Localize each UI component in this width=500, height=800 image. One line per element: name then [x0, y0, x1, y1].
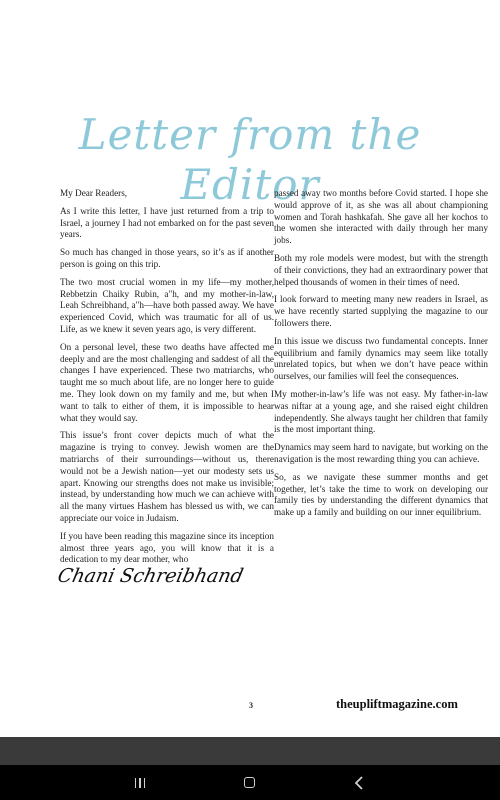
editor-signature: Chani Schreibhand: [55, 565, 246, 587]
back-icon: [353, 776, 365, 790]
paragraph: My Dear Readers,: [60, 188, 128, 198]
system-nav-bar: [0, 765, 500, 800]
recent-apps-icon: [135, 778, 146, 788]
back-button[interactable]: [329, 765, 389, 800]
paragraph: Both my role models were modest, but with the strength of their convictions, they had an extraordinary power that helped thousands of women in their times of need.: [274, 252, 488, 287]
paragraph: As I write this letter, I have just returned from a trip to Israel, a journey I had not embarked on for the past seven years.: [60, 205, 274, 240]
page-title: Letter from the Editor: [78, 110, 422, 209]
paragraph: passed away two months before Covid started. I hope she would approve of it, as she was all about championing women and Torah hashkafah. She gave all her kochos to the women she interacted with daily through her many jobs.: [274, 188, 488, 246]
website-url: theupliftmagazine.com: [336, 697, 458, 711]
paragraph: If you have been reading this magazine since its inception almost three years ago, you will know that it is a dedication to my dear mother, who: [60, 530, 274, 565]
paragraph: The two most crucial women in my life—my mother, Rebbetzin Chaiky Rubin, a"h, and my mother-in-law, Leah Schreibhand, a"h—have both passed away. We have experienced Covid, which was traumatic for all of us. Life, as we knew it seven years ago, is very different.: [60, 276, 274, 334]
paragraph: I look forward to meeting many new readers in Israel, as we have recently started supplying the magazine to our followers there.: [274, 294, 488, 328]
page-number: 3: [249, 701, 253, 710]
paragraph: In this issue we discuss two fundamental concepts. Inner equilibrium and family dynamics may seem like totally unrelated topics, but when we don’t have peace within ourselves, our families will feel the consequences.: [274, 335, 488, 382]
paragraph: My mother-in-law’s life was not easy. My father-in-law was niftar at a young age, and she raised eight children independently. She always taught her children that family is the most important thing.: [274, 388, 488, 435]
paragraph: So much has changed in those years, so it’s as if another person is going on this trip.: [60, 247, 274, 269]
right-column: [274, 188, 488, 525]
home-button[interactable]: [219, 765, 279, 800]
paragraph: On a personal level, these two deaths have affected me deeply and are the most challenging and saddest of all the changes I have experienced. These two matriarchs, who taught me so much about life, are no longer here to guide me. They look down on my family and me, but when I want to talk to either of them, it is impossible to hear what they would say.: [60, 341, 274, 423]
paragraph: So, as we navigate these summer months and get together, let’s take the time to work on developing our family ties by understanding the different dynamics that make up a family and building on our inner equilibrium.: [274, 471, 488, 518]
home-icon: [244, 777, 255, 788]
left-column: [60, 188, 274, 572]
paragraph: Dynamics may seem hard to navigate, but working on the navigation is the most rewarding thing you can achieve.: [274, 442, 488, 464]
paragraph: This issue’s front cover depicts much of what the magazine is trying to convey. Jewish women are the matriarchs of their surroundings—without us, there would not be a Jewish nation—yet our modesty sets us apart. Knowing our strengths does not make us invisible; instead, by understanding how much we can achieve with all the many virtues Hashem has blessed us with, we can appreciate our voice in Judaism.: [60, 430, 274, 523]
recent-apps-button[interactable]: [110, 765, 170, 800]
